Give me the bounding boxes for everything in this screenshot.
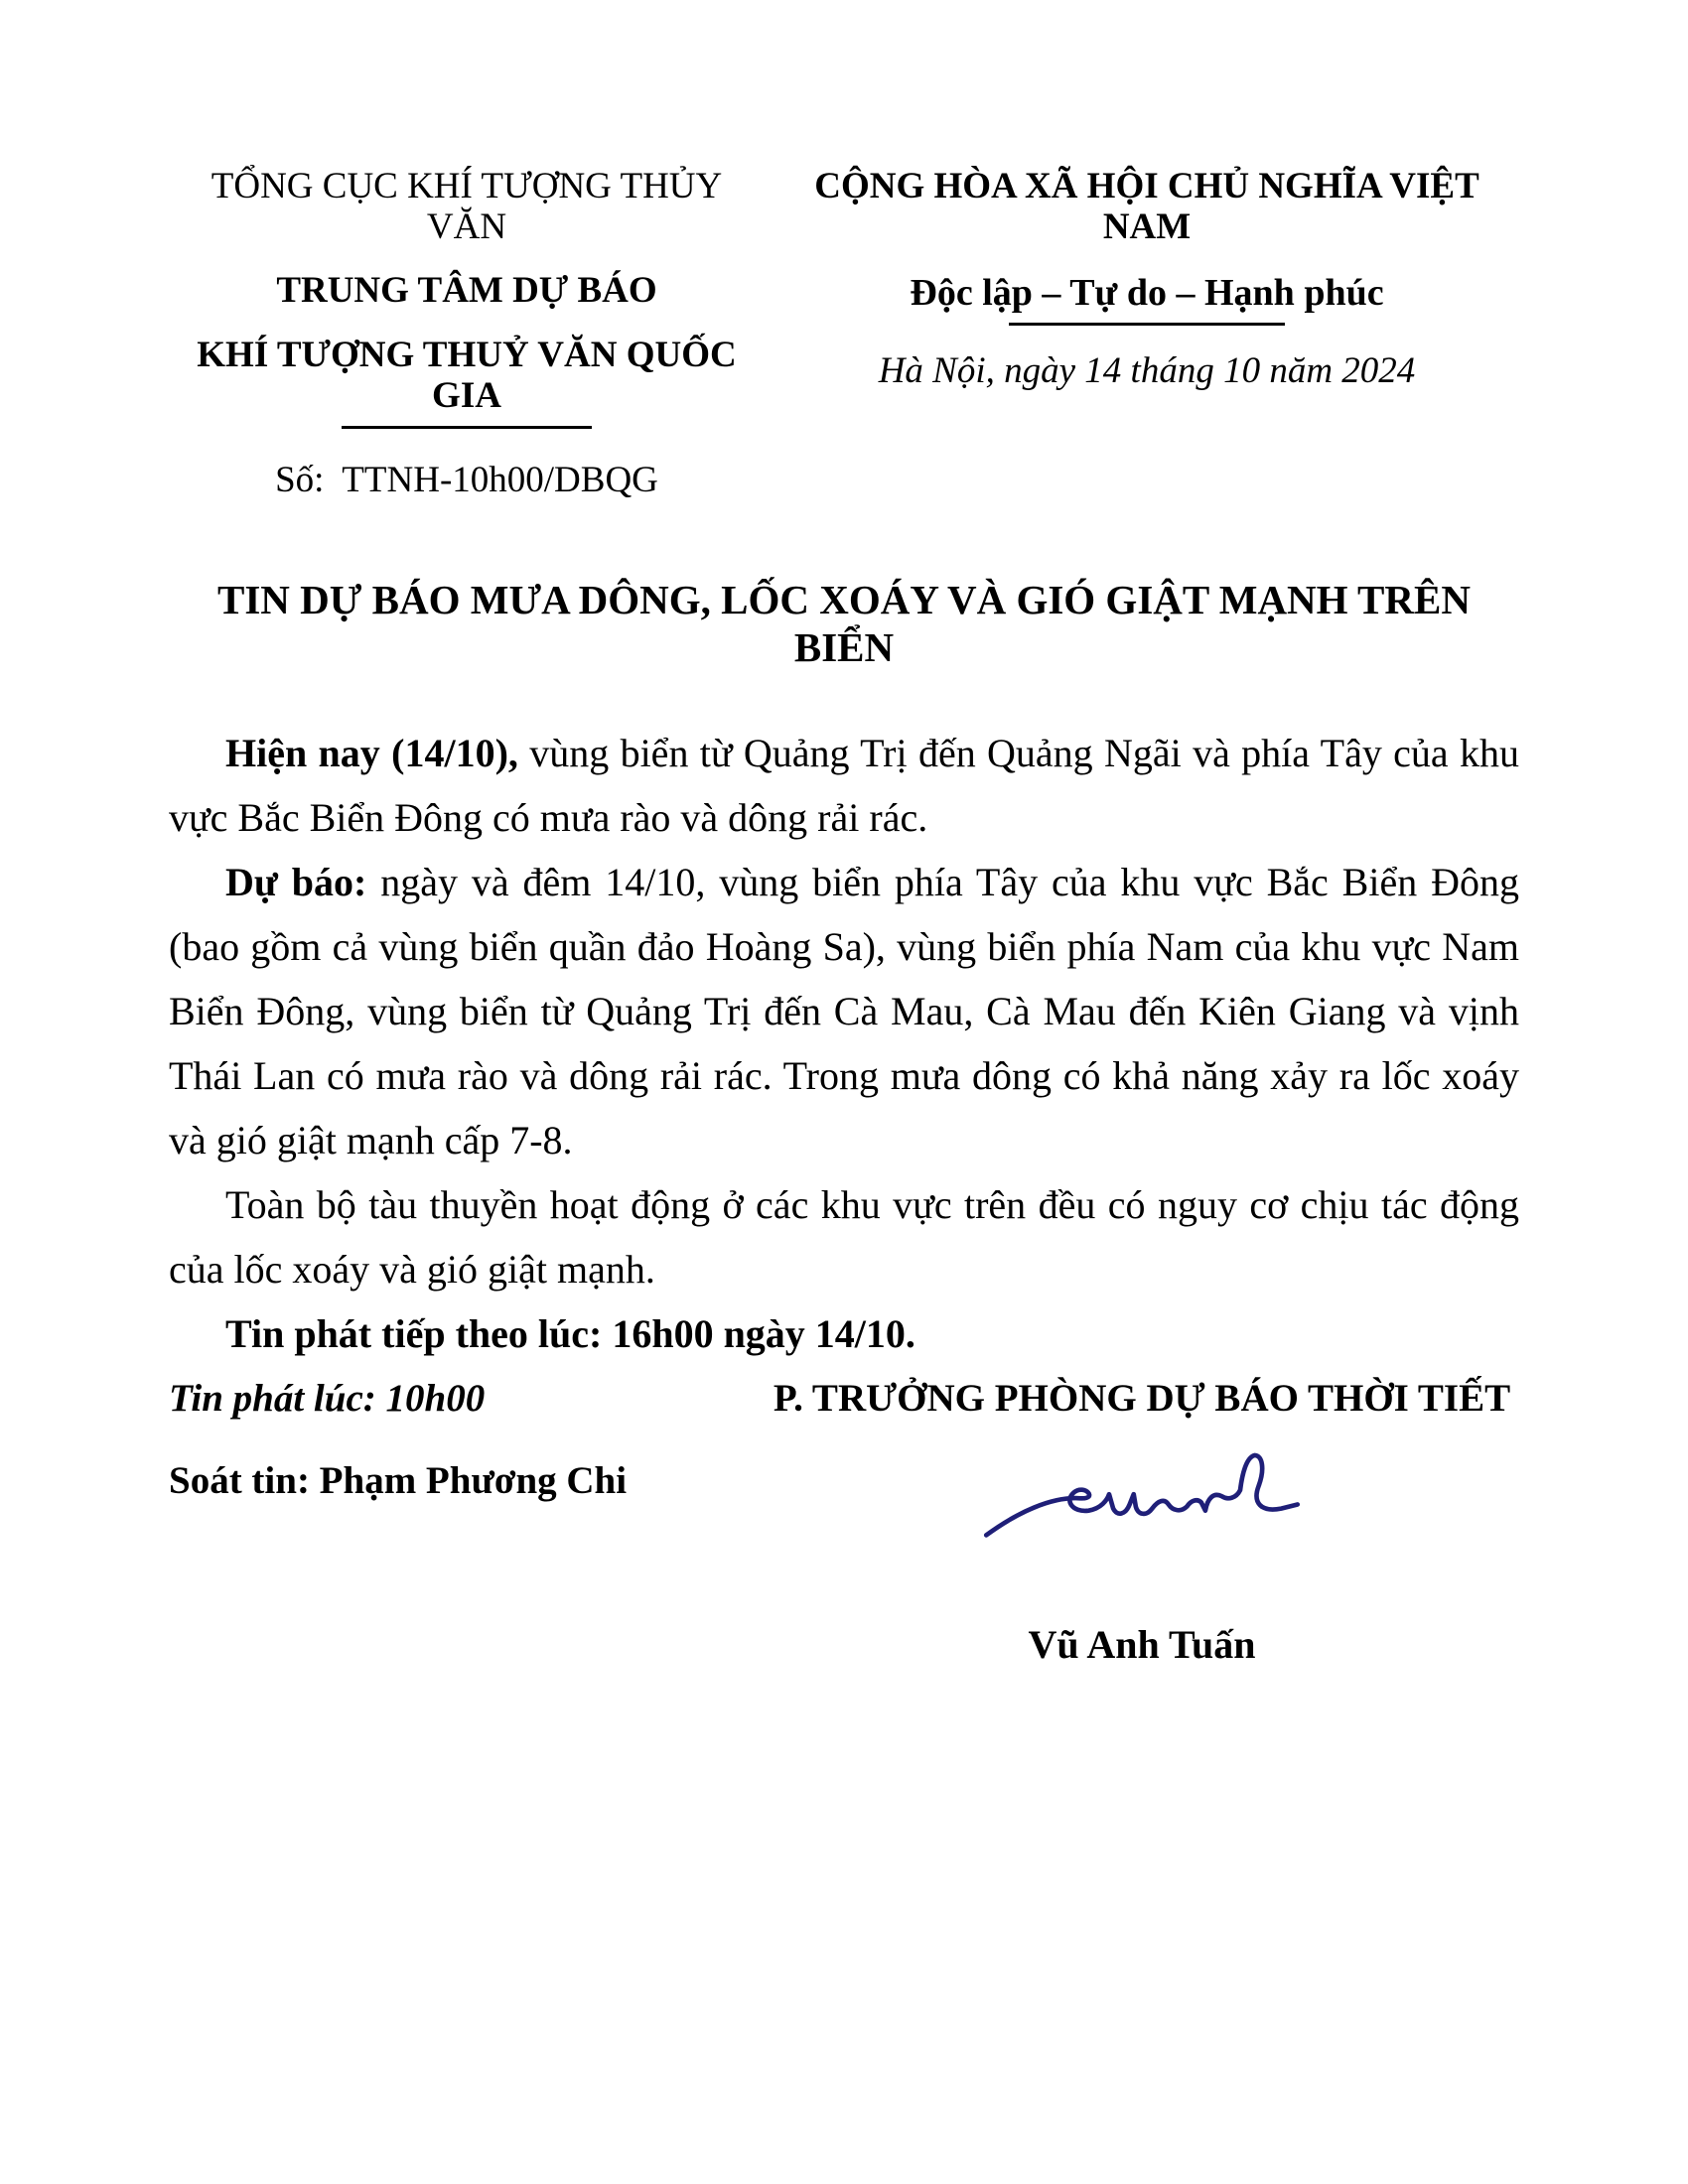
issued-time: Tin phát lúc: 10h00 xyxy=(169,1376,486,1420)
place-and-date: Hà Nội, ngày 14 tháng 10 năm 2024 xyxy=(878,350,1416,392)
signer-name: Vũ Anh Tuấn xyxy=(1028,1621,1256,1667)
paragraph-text: ngày và đêm 14/10, vùng biển phía Tây của khu vực Bắc Biển Đông (bao gồm cả vùng biển quần đảo Hoàng Sa), vùng biển phía Nam của khu vực Nam Biển Đông, vùng biển từ Quảng Trị đến Cà Mau, Cà Mau đến Kiên Giang và vịnh Thái Lan có mưa rào và dông rải rác. Trong mưa dông có khả năng xảy ra lốc xoáy và gió giật mạnh cấp 7-8. xyxy=(169,859,1519,1162)
issuing-agency-block xyxy=(169,167,765,501)
national-motto: Độc lập – Tự do – Hạnh phúc xyxy=(910,272,1384,315)
paragraph-current-conditions xyxy=(169,721,1519,850)
paragraph-warning xyxy=(169,1172,1519,1301)
signature-stroke xyxy=(986,1455,1298,1535)
agency-name-line2: KHÍ TƯỢNG THUỶ VĂN QUỐC GIA xyxy=(197,335,737,416)
checked-by: Soát tin: Phạm Phương Chi xyxy=(169,1458,628,1502)
paragraph-next-bulletin: Tin phát tiếp theo lúc: 16h00 ngày 14/10. xyxy=(225,1310,915,1356)
paragraph-forecast xyxy=(169,850,1519,1172)
paragraph-text: vùng biển từ Quảng Trị đến Quảng Ngãi và phía Tây của khu vực Bắc Biển Đông có mưa rào và dông rải rác. xyxy=(169,730,1520,840)
paragraph-lead: Hiện nay (14/10), xyxy=(225,730,518,775)
bulletin-title: TIN DỰ BÁO MƯA DÔNG, LỐC XOÁY VÀ GIÓ GIẬT MẠNH TRÊN BIỂN xyxy=(217,577,1471,670)
paragraph-lead: Dự báo: xyxy=(225,859,367,904)
document-footer xyxy=(169,1376,1519,1668)
country-name: CỘNG HÒA XÃ HỘI CHỦ NGHĨA VIỆT NAM xyxy=(814,166,1479,247)
agency-underline xyxy=(342,426,592,429)
signature-image xyxy=(978,1448,1306,1563)
signer-title: P. TRƯỞNG PHÒNG DỰ BÁO THỜI TIẾT xyxy=(773,1376,1511,1420)
agency-name-line1: TRUNG TÂM DỰ BÁO xyxy=(276,270,657,312)
handwritten-signature xyxy=(765,1446,1519,1566)
document-number: Số: TTNH-10h00/DBQG xyxy=(275,460,658,501)
document-header xyxy=(169,167,1519,501)
paragraph-text: Toàn bộ tàu thuyền hoạt động ở các khu vực trên đều có nguy cơ chịu tác động của lốc xoáy và gió giật mạnh. xyxy=(169,1181,1519,1292)
motto-underline xyxy=(1009,323,1285,326)
agency-parent-name: TỔNG CỤC KHÍ TƯỢNG THỦY VĂN xyxy=(211,166,723,247)
signature-block xyxy=(765,1376,1519,1668)
national-motto-block xyxy=(765,167,1519,392)
bulletin-body xyxy=(169,721,1519,1366)
footer-left-block xyxy=(169,1376,765,1668)
